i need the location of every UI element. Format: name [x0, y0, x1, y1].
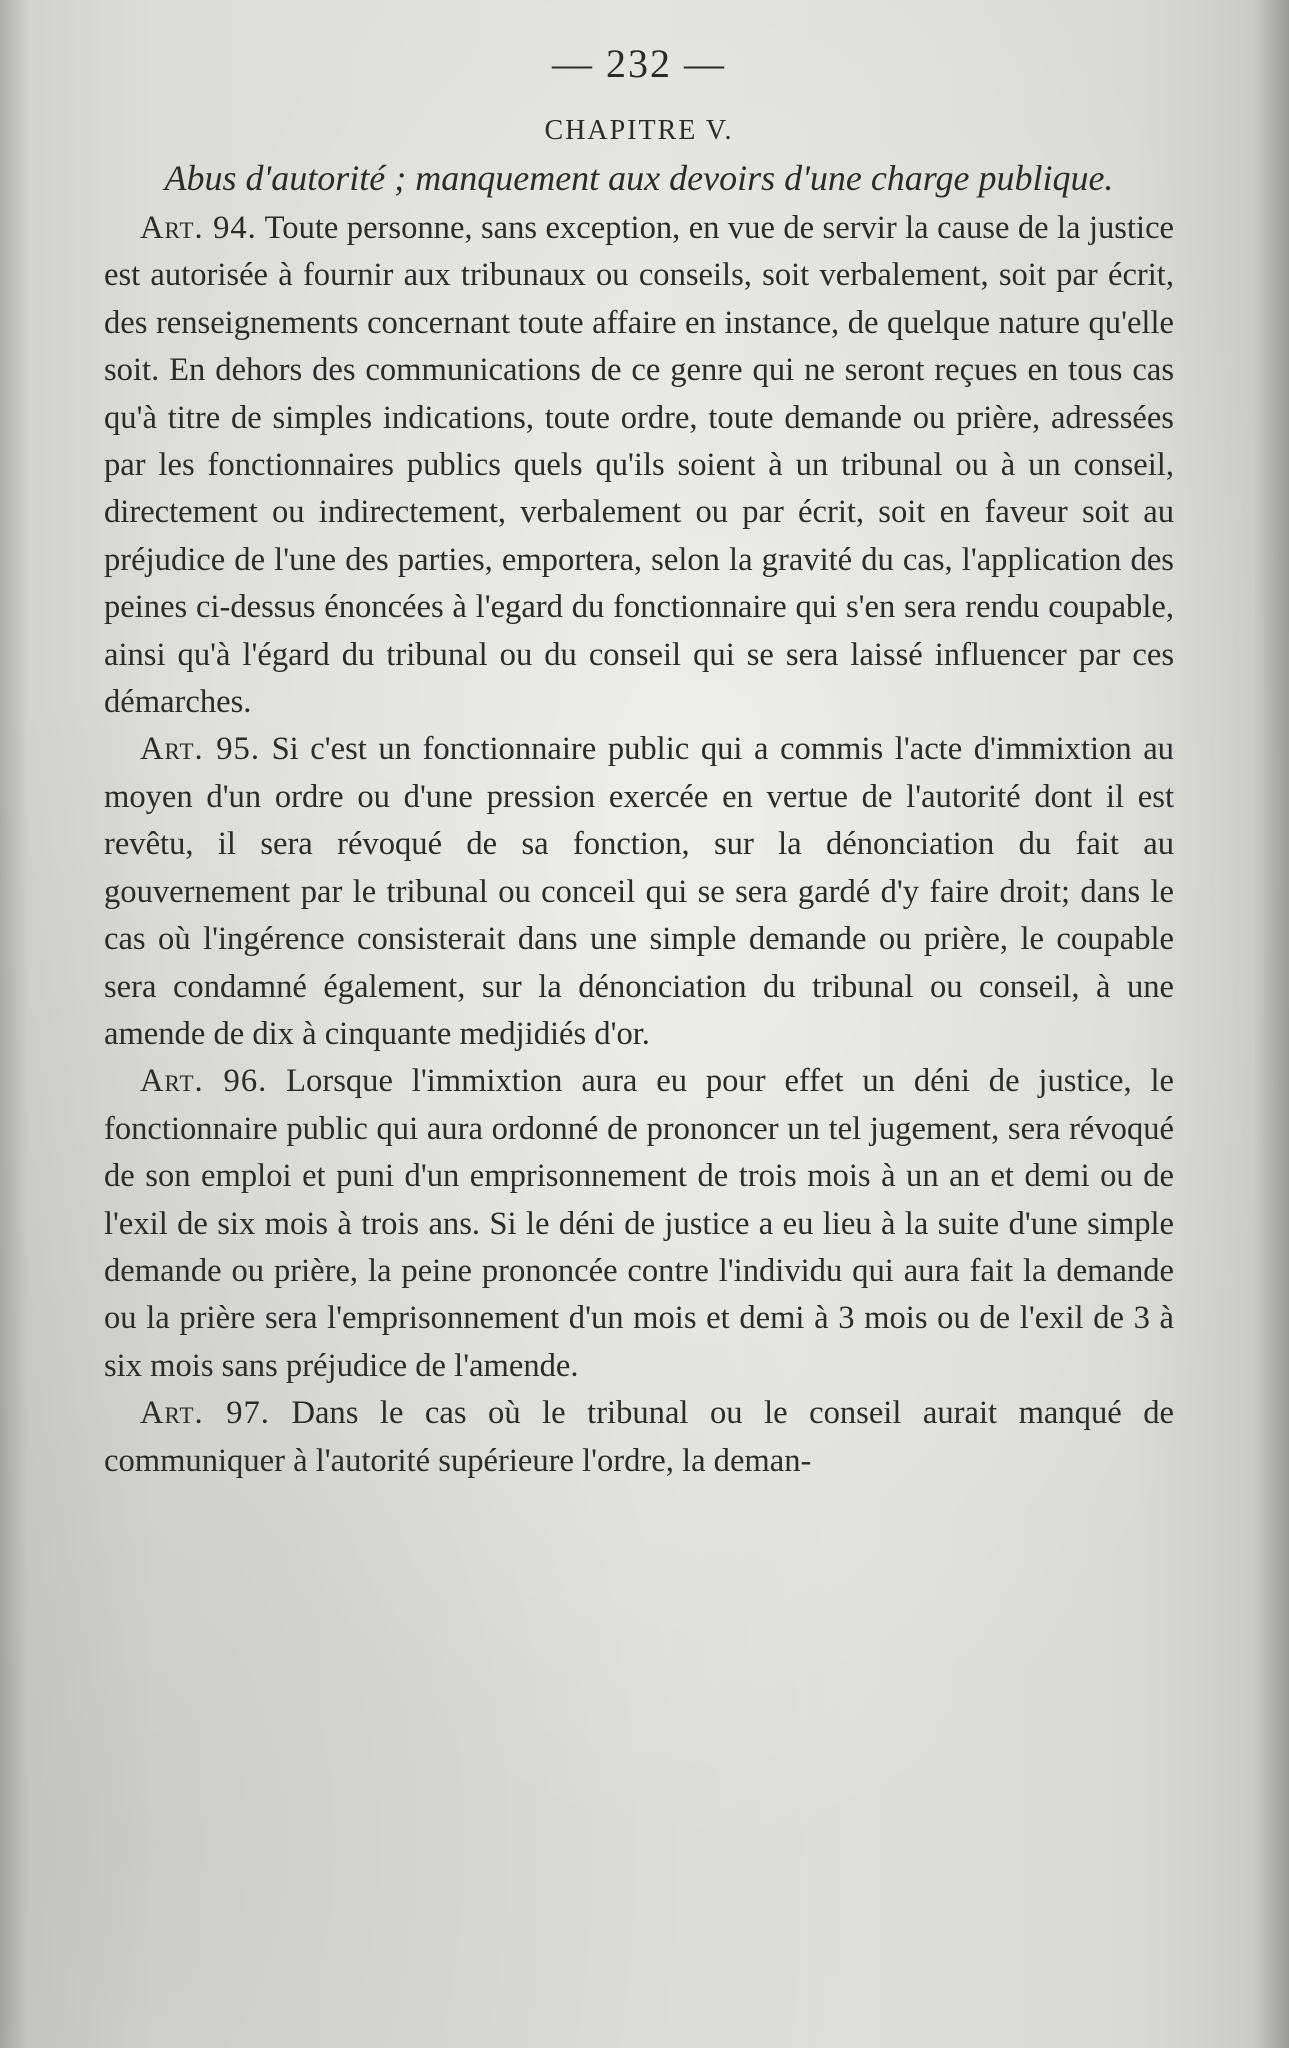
chapter-title: Abus d'autorité ; manquement aux devoirs d'une charge publique. — [164, 158, 1114, 198]
page-edge-shadow-right — [1253, 0, 1289, 2048]
article-text: Dans le cas où le tribunal ou le conseil aurait manqué de communiquer à l'autorité supérieure l'ordre, la deman- — [104, 1395, 1174, 1479]
article-label: Art. 95. — [140, 731, 260, 768]
article-94 — [104, 205, 1174, 726]
article-label: Art. 96. — [140, 1063, 268, 1100]
article-97 — [104, 1390, 1174, 1485]
article-label: Art. 97. — [140, 1395, 270, 1432]
page-number: — 232 — — [552, 41, 726, 86]
article-text: Toute personne, sans exception, en vue de servir la cause de la justice est autorisée à fournir aux tribunaux ou conseils, soit verbalement, soit par écrit, des renseignements concernant toute affaire en instance, de quelque nature qu'elle soit. En dehors des communications de ce genre qui ne seront reçues en tous cas qu'à titre de simples indications, toute ordre, toute demande ou prière, adressées par les fonctionnaires publics quels qu'ils soient à un tribunal ou à un conseil, directement ou indirectement, verbalement ou par écrit, soit en faveur soit au préjudice de l'une des parties, emportera, selon la gravité du cas, l'application des peines ci-dessus énoncées à l'egard du fonctionnaire qui s'en sera rendu coupable, ainsi qu'à l'égard du tribunal ou du conseil qui se sera laissé influencer par ces démarches. — [104, 210, 1174, 721]
page-edge-shadow-left — [0, 0, 28, 2048]
article-text: Lorsque l'immixtion aura eu pour effet un déni de justice, le fonctionnaire public qui aura ordonné de prononcer un tel jugement, sera révoqué de son emploi et puni d'un emprisonnement de trois mois à un an et demi ou de l'exil de six mois à trois ans. Si le déni de justice a eu lieu à la suite d'une simple demande ou prière, la peine prononcée contre l'individu qui aura fait la demande ou la prière sera l'emprisonnement d'un mois et demi à 3 mois ou de l'exil de 3 à six mois sans préjudice de l'amende. — [104, 1063, 1174, 1384]
article-96 — [104, 1058, 1174, 1390]
article-95 — [104, 726, 1174, 1058]
article-label: Art. 94. — [140, 210, 257, 246]
article-text: Si c'est un fonctionnaire public qui a commis l'acte d'immixtion au moyen d'un ordre ou d'une pression exercée en vertue de l'autorité dont il est revêtu, il sera révoqué de sa fonction, sur la dénonciation du fait au gouvernement par le tribunal ou conceil qui se sera gardé d'y faire droit; dans le cas où l'ingérence consisterait dans une simple demande ou prière, le coupable sera condamné également, sur la dénonciation du tribunal ou conseil, à une amende de dix à cinquante medjidiés d'or. — [104, 731, 1174, 1052]
chapter-heading: CHAPITRE V. — [544, 115, 734, 146]
page-text-area — [104, 40, 1174, 1485]
